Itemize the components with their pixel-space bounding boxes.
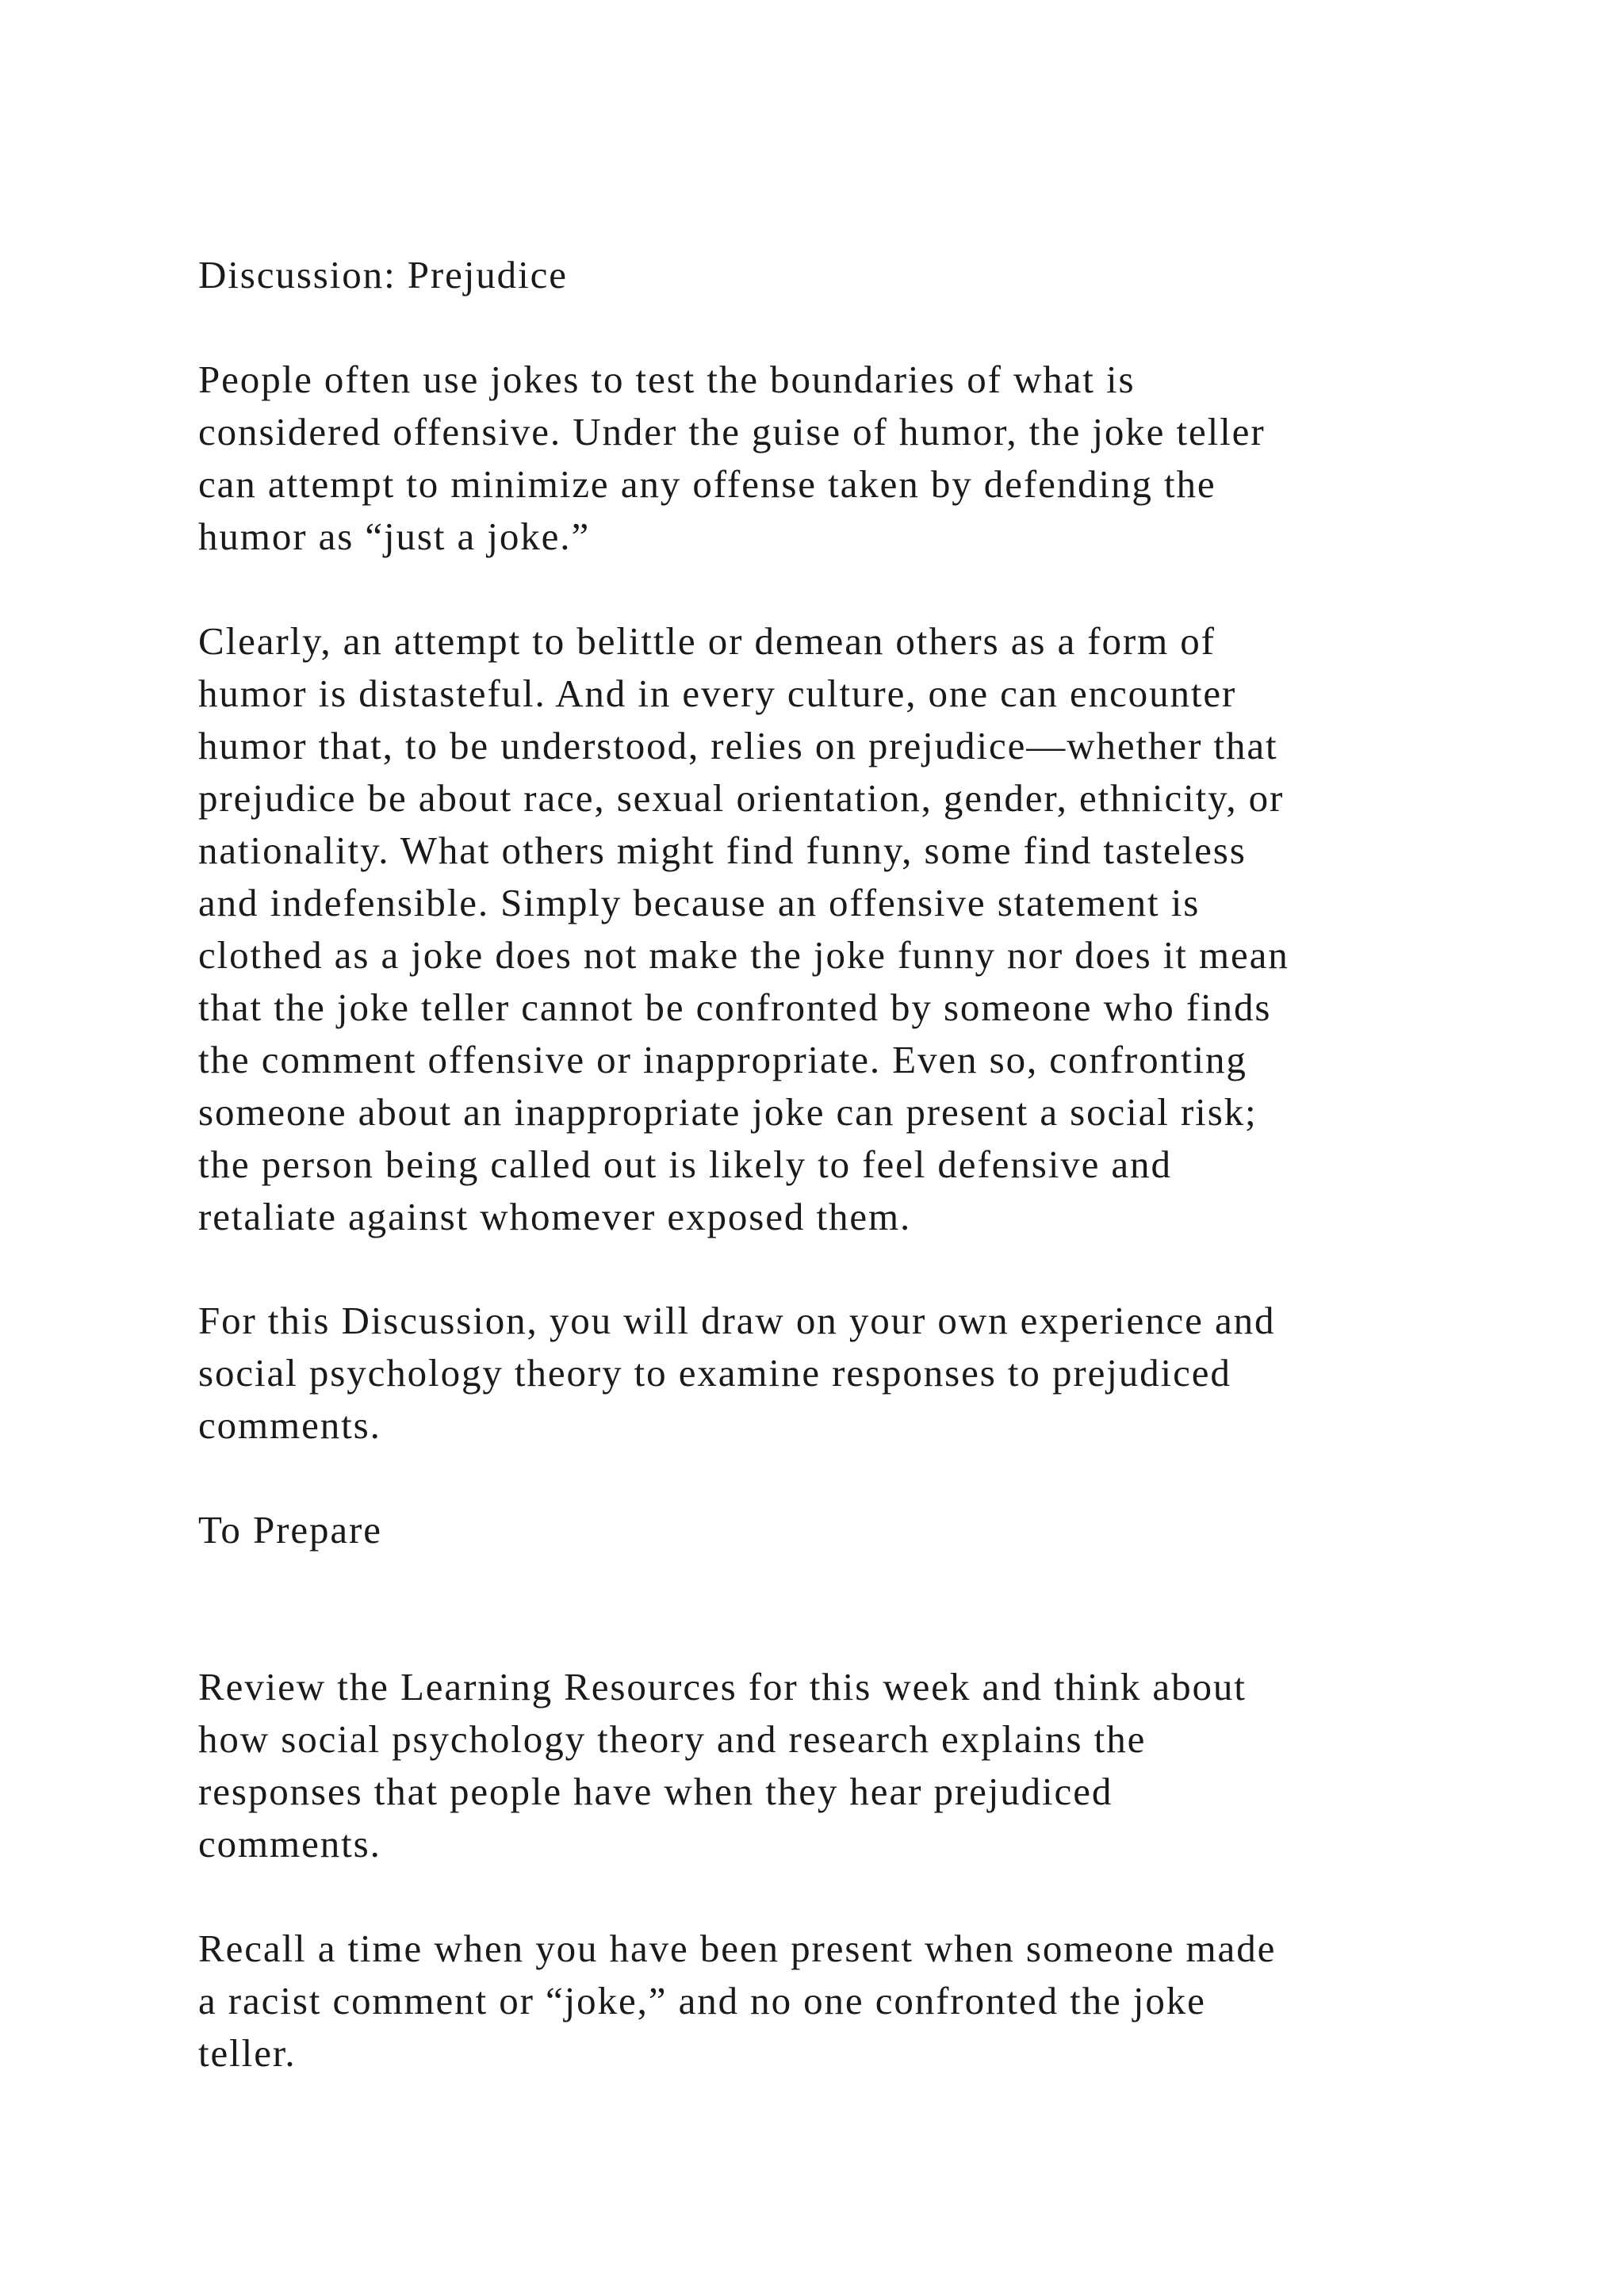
paragraph-2-line: retaliate against whomever exposed them. [198, 1195, 912, 1238]
paragraph-1-line: humor as “just a joke.” [198, 515, 591, 558]
paragraph-1-line: can attempt to minimize any offense taken by defending the [198, 462, 1216, 506]
paragraph-3-line: For this Discussion, you will draw on your own experience and [198, 1299, 1276, 1342]
paragraph-5-line: a racist comment or “joke,” and no one confronted the joke [198, 1979, 1206, 2022]
paragraph-2-line: someone about an inappropriate joke can present a social risk; [198, 1090, 1258, 1134]
paragraph-4-line: responses that people have when they hear prejudiced [198, 1770, 1113, 1813]
paragraph-4-line: comments. [198, 1822, 381, 1866]
paragraph-5-line: Recall a time when you have been present when someone made [198, 1927, 1277, 1970]
paragraph-3-line: comments. [198, 1403, 381, 1447]
paragraph-1-line: considered offensive. Under the guise of humor, the joke teller [198, 410, 1266, 453]
paragraph-2-line: humor that, to be understood, relies on prejudice—whether that [198, 724, 1278, 767]
paragraph-2-line: Clearly, an attempt to belittle or demean others as a form of [198, 619, 1216, 663]
paragraph-2-line: the person being called out is likely to feel defensive and [198, 1142, 1172, 1186]
paragraph-2-line: and indefensible. Simply because an offensive statement is [198, 881, 1201, 924]
paragraph-2-line: prejudice be about race, sexual orientation, gender, ethnicity, or [198, 776, 1285, 820]
paragraph-4-line: how social psychology theory and research explains the [198, 1717, 1147, 1761]
paragraph-2-line: nationality. What others might find funny, some find tasteless [198, 828, 1247, 872]
paragraph-2-line: that the joke teller cannot be confronted by someone who finds [198, 985, 1272, 1029]
paragraph-3-line: social psychology theory to examine responses to prejudiced [198, 1351, 1231, 1395]
paragraph-4-line: Review the Learning Resources for this week and think about [198, 1665, 1247, 1709]
to-prepare-heading: To Prepare [198, 1508, 382, 1552]
paragraph-2-line: humor is distasteful. And in every culture, one can encounter [198, 672, 1237, 715]
paragraph-5-line: teller. [198, 2031, 297, 2075]
document-title: Discussion: Prejudice [198, 253, 568, 297]
paragraph-2-line: clothed as a joke does not make the joke funny nor does it mean [198, 933, 1289, 977]
paragraph-2-line: the comment offensive or inappropriate. Even so, confronting [198, 1038, 1247, 1081]
paragraph-1-line: People often use jokes to test the boundaries of what is [198, 358, 1136, 401]
